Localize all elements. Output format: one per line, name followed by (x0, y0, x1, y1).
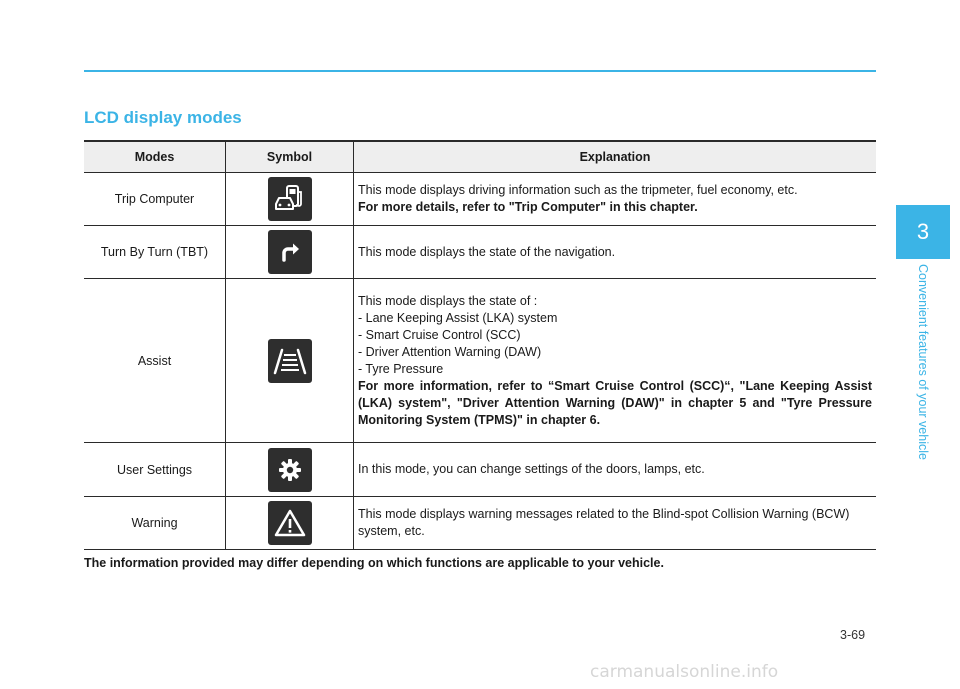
table-row (84, 173, 876, 226)
lcd-modes-table (84, 140, 876, 550)
explanation-reference: For more details, refer to "Trip Computer" in this chapter. (358, 200, 698, 214)
page-number: 3-69 (840, 628, 866, 642)
mode-label: Assist (84, 279, 226, 442)
table-row (84, 497, 876, 550)
explanation-text: In this mode, you can change settings of the doors, lamps, etc. (358, 462, 705, 476)
explanation-list-item: - Tyre Pressure (358, 361, 444, 376)
table-header (84, 142, 876, 173)
header-symbol: Symbol (226, 142, 354, 172)
footnote: The information provided may differ depending on which functions are applicable to your vehicle. (84, 556, 664, 570)
section-title: LCD display modes (84, 108, 242, 127)
header-modes: Modes (84, 142, 226, 172)
explanation-list-item: - Driver Attention Warning (DAW) (358, 344, 542, 359)
explanation-list-item: - Smart Cruise Control (SCC) (358, 327, 521, 342)
trip-computer-icon (268, 177, 312, 221)
table-row (84, 279, 876, 443)
explanation-text: This mode displays the state of : (358, 293, 538, 308)
table-row (84, 443, 876, 497)
explanation-reference: For more information, refer to “Smart Cruise Control (SCC)“, "Lane Keeping Assist (LKA) system", "Driver Attention Warning (DAW)" in chapter 5 and "Tyre Pressure Monitoring System (TPMS)" in chapter 6. (358, 378, 872, 427)
top-rule (84, 70, 876, 72)
table-row (84, 226, 876, 279)
watermark-text: carmanualsonline.info (590, 662, 779, 682)
turn-arrow-icon (268, 230, 312, 274)
mode-label: Warning (84, 497, 226, 549)
header-explanation: Explanation (579, 149, 651, 164)
mode-label: Turn By Turn (TBT) (84, 226, 226, 278)
explanation-list-item: - Lane Keeping Assist (LKA) system (358, 310, 558, 325)
mode-label: User Settings (84, 443, 226, 496)
explanation-text: This mode displays driving information such as the tripmeter, fuel economy, etc. (358, 183, 798, 197)
warning-triangle-icon (268, 501, 312, 545)
chapter-title: Convenient features of your vehicle (916, 264, 930, 460)
lane-assist-icon (268, 339, 312, 383)
explanation-text: This mode displays warning messages related to the Blind-spot Collision Warning (BCW) system, etc. (358, 507, 850, 538)
mode-label: Trip Computer (84, 173, 226, 225)
chapter-tab: 3 (896, 205, 950, 259)
explanation-text: This mode displays the state of the navigation. (358, 244, 616, 259)
gear-icon (268, 448, 312, 492)
